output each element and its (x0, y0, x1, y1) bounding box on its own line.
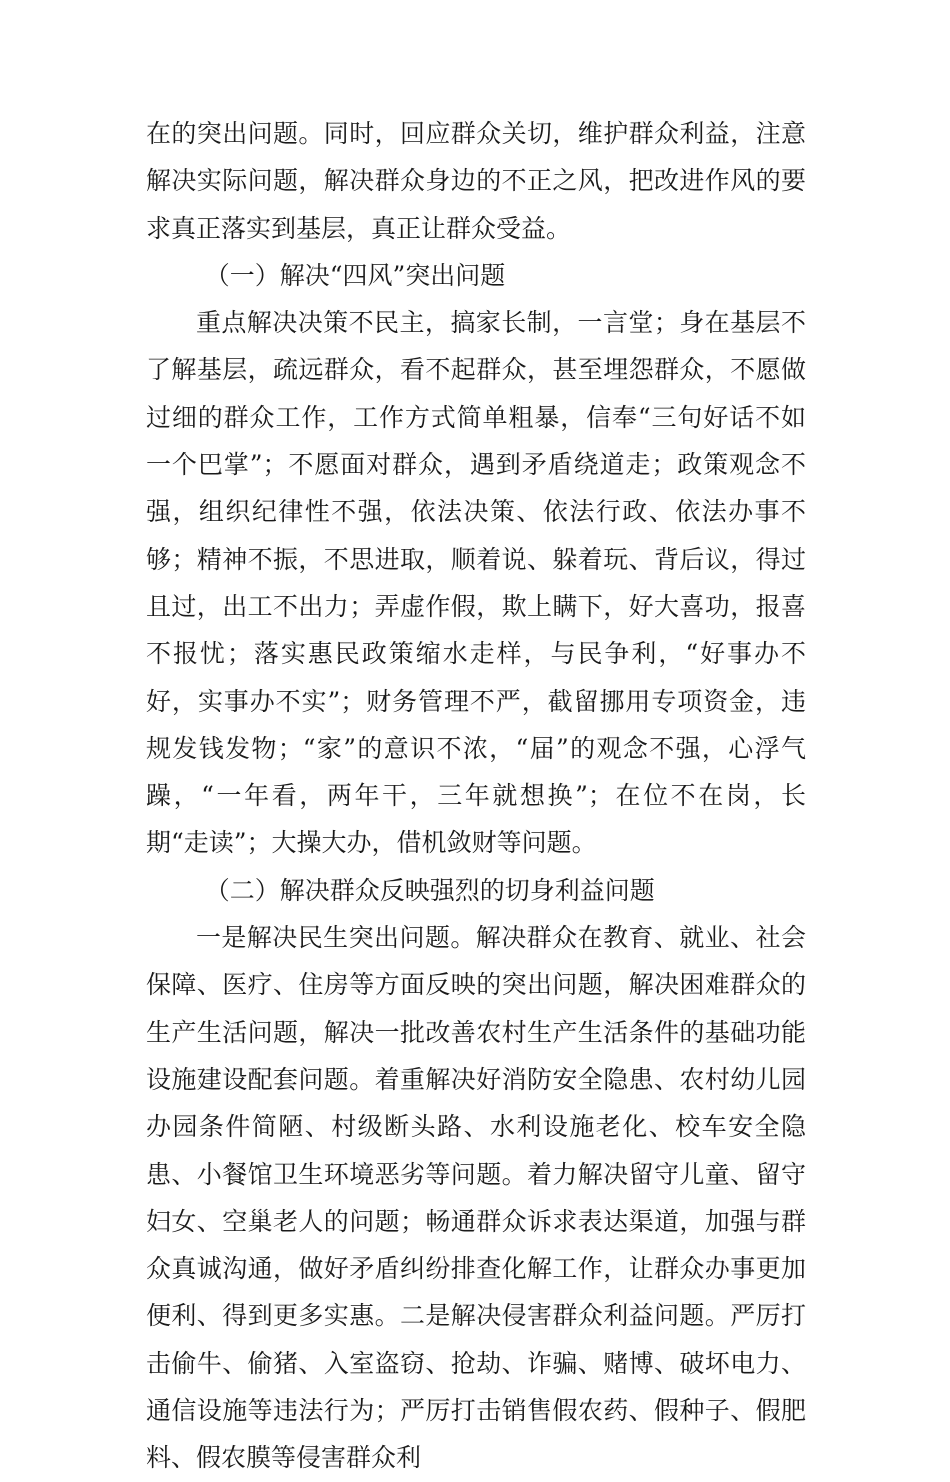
section-heading-2: （二）解决群众反映强烈的切身利益问题 (204, 875, 655, 905)
document-body (146, 110, 806, 1482)
paragraph-continuation: 在的突出问题。同时，回应群众关切，维护群众利益，注意解决实际问题，解决群众身边的不正之风，把改进作风的要求真正落实到基层，真正让群众受益。 (146, 119, 806, 243)
paragraph-four-winds: 重点解决决策不民主，搞家长制，一言堂；身在基层不了解基层，疏远群众，看不起群众，甚至埋怨群众，不愿做过细的群众工作，工作方式简单粗暴，信奉“三句好话不如一个巴掌”；不愿面对群众，遇到矛盾绕道走；政策观念不强，组织纪律性不强，依法决策、依法行政、依法办事不够；精神不振，不思进取，顺着说、躲着玩、背后议，得过且过，出工不出力；弄虚作假，欺上瞒下，好大喜功，报喜不报忧；落实惠民政策缩水走样，与民争利，“好事办不好，实事办不实”；财务管理不严，截留挪用专项资金，违规发钱发物；“家”的意识不浓，“届”的观念不强，心浮气躁，“一年看，两年干，三年就想换”；在位不在岗，长期“走读”；大操大办，借机敛财等问题。 (146, 308, 806, 858)
paragraph-livelihood: 一是解决民生突出问题。解决群众在教育、就业、社会保障、医疗、住房等方面反映的突出问题，解决困难群众的生产生活问题，解决一批改善农村生产生活条件的基础功能设施建设配套问题。着重解决好消防安全隐患、农村幼儿园办园条件简陋、村级断头路、水利设施老化、校车安全隐患、小餐馆卫生环境恶劣等问题。着力解决留守儿童、留守妇女、空巢老人的问题；畅通群众诉求表达渠道，加强与群众真诚沟通，做好矛盾纠纷排查化解工作，让群众办事更加便利、得到更多实惠。二是解决侵害群众利益问题。严厉打击偷牛、偷猪、入室盗窃、抢劫、诈骗、赌博、破坏电力、通信设施等违法行为；严厉打击销售假农药、假种子、假肥料、假农膜等侵害群众利 (146, 923, 806, 1473)
section-heading-1: （一）解决“四风”突出问题 (204, 260, 506, 290)
